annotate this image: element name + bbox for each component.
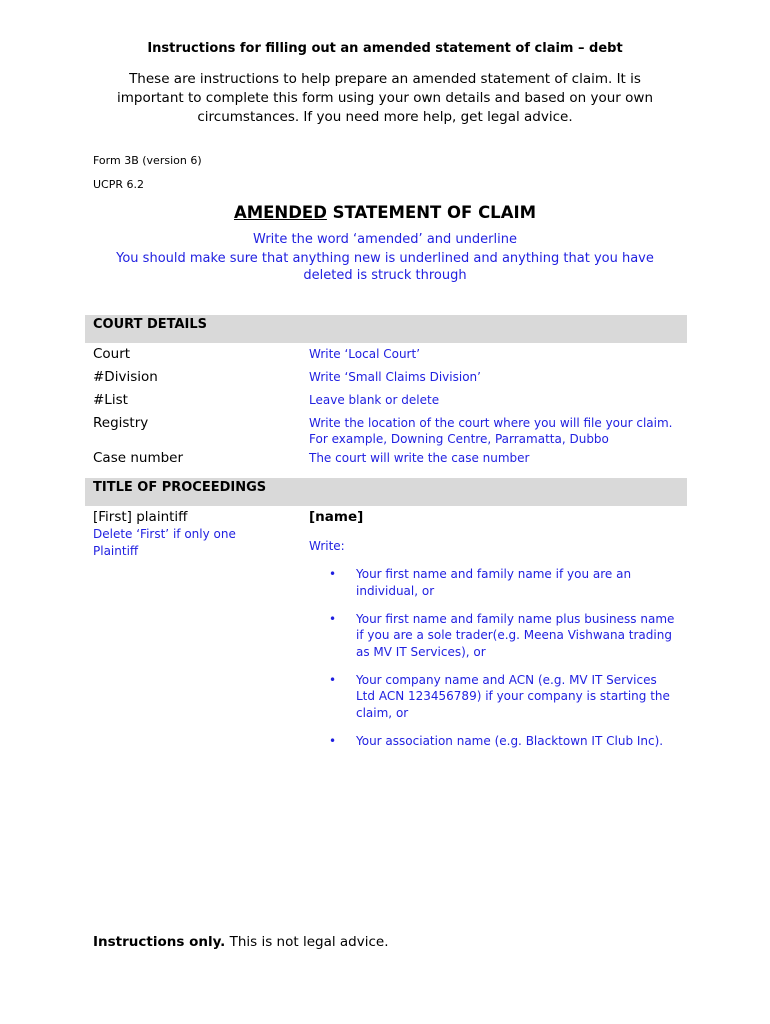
page-title: Instructions for filling out an amended statement of claim – debt [147, 41, 623, 56]
bullet-text: Your first name and family name if you are an individual, or [356, 567, 632, 598]
title-of-proceedings-band [85, 478, 687, 506]
plaintiff-label: [First] plaintiff [93, 509, 188, 525]
form-heading [0, 203, 770, 222]
court-label: Court [93, 346, 131, 362]
write-label: Write: [309, 539, 345, 553]
list-label: #List [93, 392, 128, 408]
bullet-icon: • [329, 733, 337, 748]
heading-rest: STATEMENT OF CLAIM [326, 203, 537, 222]
heading-amended: AMENDED [233, 203, 327, 222]
division-value: Write ‘Small Claims Division’ [309, 370, 481, 384]
bullet-icon: • [329, 611, 337, 626]
plaintiff-note: Delete ‘First’ if only one Plaintiff [93, 527, 236, 558]
court-value: Write ‘Local Court’ [309, 347, 421, 361]
division-label: #Division [93, 369, 158, 385]
list-item [309, 566, 679, 599]
bullet-text: Your association name (e.g. Blacktown IT Club Inc). [356, 733, 664, 748]
footer-bold: Instructions only. [93, 934, 226, 950]
hint-line-1: Write the word ‘amended’ and underline [253, 232, 517, 247]
form-number: Form 3B (version 6) [93, 154, 202, 167]
footer-rest: This is not legal advice. [225, 934, 389, 950]
bullet-icon: • [329, 672, 337, 687]
bullet-icon: • [329, 567, 337, 581]
name-placeholder: [name] [309, 509, 364, 525]
case-number-label: Case number [93, 450, 184, 466]
intro-text: These are instructions to help prepare an amended statement of claim. It is important to complete this form using your own details and based on your own circumstances. If you need more help, get legal advice. [116, 71, 654, 125]
footer-disclaimer [93, 934, 389, 950]
plaintiff-name-options [309, 566, 679, 761]
list-item [309, 611, 679, 661]
list-item [309, 733, 679, 750]
list-value: Leave blank or delete [309, 393, 440, 407]
court-details-label: COURT DETAILS [93, 317, 208, 332]
court-details-band [85, 315, 687, 343]
bullet-text: Your company name and ACN (e.g. MV IT Services Ltd ACN 123456789) if your company is starting the claim, or [356, 672, 670, 720]
registry-label: Registry [93, 415, 149, 431]
registry-value: Write the location of the court where you will file your claim. For example, Downing Centre, Parramatta, Dubbo [309, 416, 673, 446]
hint-line-2: You should make sure that anything new is underlined and anything that you have deleted is struck through [116, 251, 654, 283]
case-number-value: The court will write the case number [309, 451, 530, 465]
bullet-text: Your first name and family name plus business name if you are a sole trader(e.g. Meena Vishwana trading as MV IT Services), or [356, 611, 675, 659]
title-of-proceedings-label: TITLE OF PROCEEDINGS [93, 480, 267, 495]
rule-reference: UCPR 6.2 [93, 178, 144, 191]
list-item [309, 672, 679, 722]
